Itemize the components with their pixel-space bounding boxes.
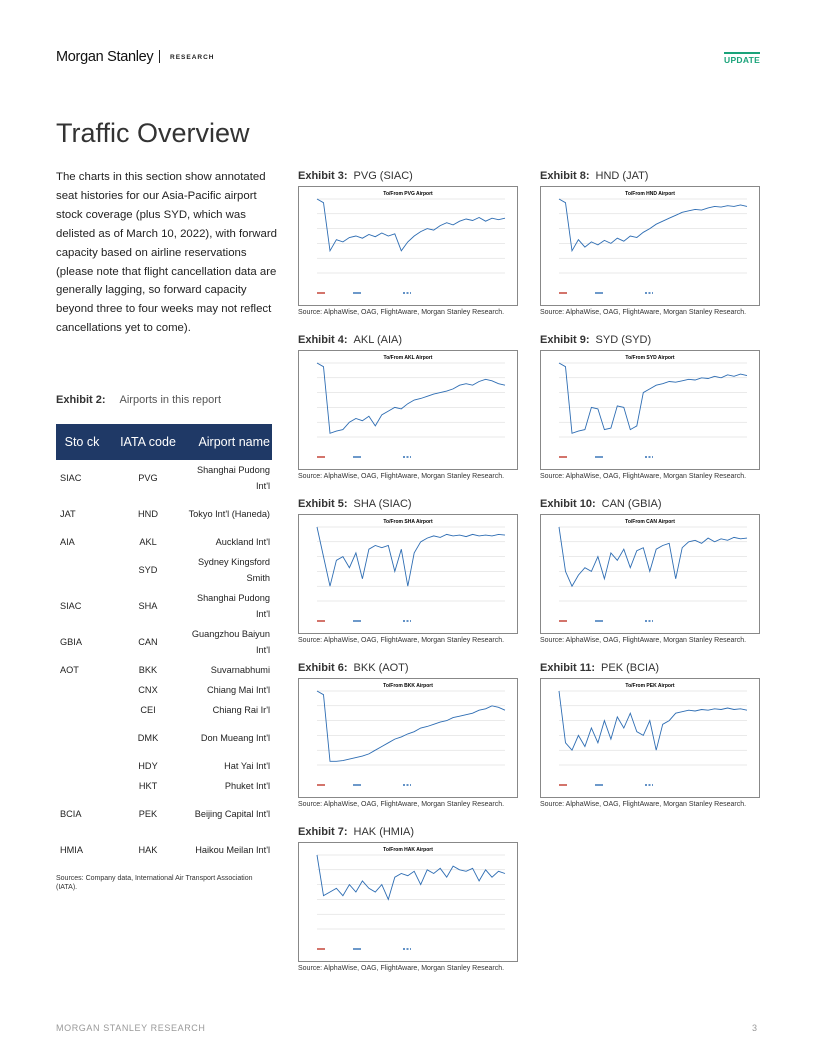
exhibit-caption: HND (JAT) (595, 170, 649, 182)
series-line (317, 691, 505, 761)
stock-cell: AIA (60, 537, 75, 547)
stock-cell (56, 720, 108, 756)
exhibit-label: Exhibit 9: (540, 334, 590, 346)
exhibit-title (298, 498, 518, 512)
stock-cell: JAT (60, 509, 76, 519)
brand-logo-text: Morgan Stanley (56, 49, 154, 65)
chart-svg (541, 187, 759, 305)
exhibit-panel (298, 826, 518, 976)
chart-title: To/From PEK Airport (625, 683, 675, 689)
update-accent-bar (724, 52, 760, 54)
exhibit-2-caption: Airports in this report (119, 394, 221, 406)
exhibit-source: Source: AlphaWise, OAG, FlightAware, Morgan Stanley Research. (540, 473, 747, 480)
series-line (317, 855, 505, 899)
exhibit-label: Exhibit 7: (298, 826, 348, 838)
exhibit-label: Exhibit 5: (298, 498, 348, 510)
line-chart (298, 842, 518, 962)
stock-cell: GBIA (60, 637, 82, 647)
table-row (56, 496, 272, 532)
exhibit-label: Exhibit 8: (540, 170, 590, 182)
exhibit-panel (298, 498, 518, 648)
iata-cell: PEK (138, 809, 158, 819)
exhibit-2-title (56, 394, 221, 406)
stock-cell: SIAC (60, 601, 82, 611)
airports-table (56, 424, 272, 868)
exhibit-caption: CAN (GBIA) (601, 498, 662, 510)
exhibit-2-label: Exhibit 2: (56, 394, 106, 406)
line-chart (298, 350, 518, 470)
header-airport-name: Airport name (188, 424, 272, 460)
airport-name-cell: Phuket Int'l (224, 781, 270, 791)
exhibit-label: Exhibit 3: (298, 170, 348, 182)
table-row (56, 552, 272, 588)
line-chart (540, 678, 760, 798)
exhibit-caption: PVG (SIAC) (353, 170, 413, 182)
exhibit-caption: PEK (BCIA) (601, 662, 660, 674)
chart-svg (299, 515, 517, 633)
exhibit-panel (540, 662, 760, 812)
chart-title: To/From HND Airport (625, 191, 675, 197)
chart-svg (541, 515, 759, 633)
exhibit-label: Exhibit 6: (298, 662, 348, 674)
exhibit-source: Source: AlphaWise, OAG, FlightAware, Morgan Stanley Research. (298, 801, 505, 808)
exhibit-source: Source: AlphaWise, OAG, FlightAware, Morgan Stanley Research. (298, 965, 505, 972)
exhibit-title (540, 334, 760, 348)
stock-cell (56, 756, 108, 776)
iata-cell: HKT (138, 781, 158, 791)
exhibit-source: Source: AlphaWise, OAG, FlightAware, Morgan Stanley Research. (540, 801, 747, 808)
exhibit-panel (540, 334, 760, 484)
stock-cell (56, 776, 108, 796)
line-chart (540, 514, 760, 634)
exhibit-source: Source: AlphaWise, OAG, FlightAware, Morgan Stanley Research. (298, 473, 505, 480)
table-row (56, 460, 272, 496)
exhibit-source: Source: AlphaWise, OAG, FlightAware, Morgan Stanley Research. (298, 309, 505, 316)
airport-name-cell: Hat Yai Int'l (224, 761, 270, 771)
exhibit-panel (540, 170, 760, 320)
chart-svg (541, 679, 759, 797)
series-line (559, 363, 747, 433)
table-row (56, 756, 272, 776)
iata-cell: PVG (138, 473, 158, 483)
line-chart (298, 514, 518, 634)
exhibit-label: Exhibit 11: (540, 662, 596, 674)
exhibit-label: Exhibit 10: (540, 498, 596, 510)
chart-svg (299, 187, 517, 305)
exhibit-panel (298, 334, 518, 484)
iata-cell: CEI (140, 705, 156, 715)
iata-cell: SYD (138, 565, 158, 575)
exhibit-source: Source: AlphaWise, OAG, FlightAware, Morgan Stanley Research. (540, 637, 747, 644)
airport-name-cell: Chiang Mai Int'l (206, 685, 270, 695)
chart-svg (299, 351, 517, 469)
exhibit-label: Exhibit 4: (298, 334, 348, 346)
footer-label: MORGAN STANLEY RESEARCH (56, 1023, 206, 1033)
exhibit-title (298, 170, 518, 184)
table-row (56, 720, 272, 756)
chart-title: To/From BKK Airport (383, 683, 433, 689)
airport-name-cell: Shanghai Pudong Int'l (196, 465, 270, 491)
airport-name-cell: Chiang Rai Ir'l (212, 705, 270, 715)
exhibit-title (540, 498, 760, 512)
table-row (56, 532, 272, 552)
airport-name-cell: Beijing Capital Int'l (194, 809, 270, 819)
table-row (56, 832, 272, 868)
line-chart (298, 186, 518, 306)
exhibit-caption: BKK (AOT) (353, 662, 409, 674)
iata-cell: AKL (139, 537, 157, 547)
airport-name-cell: Don Mueang Int'l (200, 733, 270, 743)
table-row (56, 796, 272, 832)
exhibit-caption: HAK (HMIA) (353, 826, 415, 838)
exhibit-panel (298, 170, 518, 320)
exhibit-caption: SYD (SYD) (595, 334, 652, 346)
airport-name-cell: Auckland Int'l (215, 537, 270, 547)
iata-cell: CNX (138, 685, 158, 695)
iata-cell: HDY (138, 761, 158, 771)
chart-title: To/From HAK Airport (383, 847, 433, 853)
airport-name-cell: Tokyo Int'l (Haneda) (188, 509, 270, 519)
series-line (317, 363, 505, 433)
table-row (56, 660, 272, 680)
stock-cell (56, 552, 108, 588)
chart-title: To/From SYD Airport (625, 355, 675, 361)
airport-name-cell: Sydney Kingsford Smith (197, 557, 270, 583)
airport-name-cell: Suvarnabhumi (210, 665, 270, 675)
airport-name-cell: Guangzhou Baiyun Int'l (191, 629, 270, 655)
iata-cell: SHA (138, 601, 158, 611)
exhibit-title (540, 662, 760, 676)
airport-name-cell: Shanghai Pudong Int'l (196, 593, 270, 619)
header-section: RESEARCH (170, 54, 215, 61)
stock-cell (56, 680, 108, 700)
line-chart (540, 350, 760, 470)
exhibit-source: Source: AlphaWise, OAG, FlightAware, Morgan Stanley Research. (540, 309, 747, 316)
chart-title: To/From CAN Airport (625, 519, 675, 525)
stock-cell: AOT (60, 665, 79, 675)
stock-cell: BCIA (60, 809, 82, 819)
line-chart (540, 186, 760, 306)
exhibit-2-source: Sources: Company data, International Air Transport Association (IATA). (56, 875, 253, 891)
chart-title: To/From SHA Airport (383, 519, 433, 525)
iata-cell: DMK (137, 733, 159, 743)
exhibit-title (540, 170, 760, 184)
chart-svg (299, 843, 517, 961)
exhibit-caption: SHA (SIAC) (353, 498, 412, 510)
iata-cell: HND (138, 509, 158, 519)
exhibit-title (298, 826, 518, 840)
stock-cell: HMIA (60, 845, 83, 855)
exhibit-caption: AKL (AIA) (353, 334, 403, 346)
table-row (56, 588, 272, 624)
intro-paragraph: The charts in this section show annotated seat histories for our Asia-Pacific airport stock coverage (plus SYD, which was delisted as of March 10, 2022), with forward capacity based on airline reservations (please note that flight cancellation data are generally lagging, so forward capacity beyond three to four weeks may not reflect cancellations yet to come). (56, 171, 277, 335)
exhibit-panel (540, 498, 760, 648)
chart-title: To/From AKL Airport (383, 355, 433, 361)
exhibit-source: Source: AlphaWise, OAG, FlightAware, Morgan Stanley Research. (298, 637, 505, 644)
table-header-row (56, 424, 272, 460)
exhibit-title (298, 334, 518, 348)
header-divider (159, 50, 160, 63)
table-row (56, 680, 272, 700)
iata-cell: HAK (138, 845, 158, 855)
stock-cell (56, 700, 108, 720)
line-chart (298, 678, 518, 798)
exhibit-panel (298, 662, 518, 812)
update-tag: UPDATE (724, 55, 761, 65)
header-stock: Sto ck (56, 424, 108, 460)
table-row (56, 624, 272, 660)
stock-cell: SIAC (60, 473, 82, 483)
airport-name-cell: Haikou Meilan Int'l (195, 845, 270, 855)
table-row (56, 776, 272, 796)
iata-cell: BKK (138, 665, 158, 675)
chart-title: To/From PVG Airport (383, 191, 433, 197)
series-line (559, 199, 747, 251)
table-row (56, 700, 272, 720)
iata-cell: CAN (138, 637, 158, 647)
page-title: Traffic Overview (56, 118, 250, 148)
exhibit-title (298, 662, 518, 676)
page-number: 3 (752, 1023, 758, 1033)
chart-svg (541, 351, 759, 469)
chart-svg (299, 679, 517, 797)
header-iata: IATA code (108, 424, 188, 460)
series-line (317, 199, 505, 251)
